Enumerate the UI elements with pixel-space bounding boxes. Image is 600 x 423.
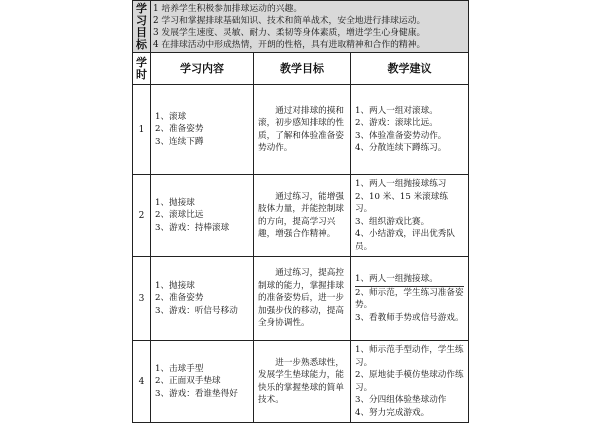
goal-item: 2 学习和掌握排球基础知识、技术和简单战术，安全地进行排球运动。 xyxy=(153,15,426,26)
lesson-number: 2 xyxy=(133,175,151,257)
lesson-number: 4 xyxy=(133,341,151,423)
suggestion-header: 教学建议 xyxy=(351,53,469,85)
goal-item: 3 发展学生速度、灵敏、耐力、柔韧等身体素质，增进学生心身健康。 xyxy=(153,27,426,38)
lesson-content: 1、滚球 2、准备姿势 3、连续下蹲 xyxy=(151,85,254,175)
lesson-row xyxy=(133,257,469,341)
lesson-suggestions: 1、两人一组对滚球。 2、游戏：滚球比远。 3、体验准备姿势动作。 4、分散连续下蹲练习。 xyxy=(351,85,469,175)
goal-item: 1 培养学生积极参加排球运动的兴趣。 xyxy=(153,3,303,14)
goal-item: 4 在排球活动中形成热情，开朗的性格，具有进取精神和合作的精神。 xyxy=(153,39,426,50)
objective-header: 教学目标 xyxy=(254,53,351,85)
lesson-objective: 通过对排球的摸和滚，初步感知排球的性质，了解和体验准备姿势动作。 xyxy=(254,85,351,175)
lesson-objective: 通过练习，提高控制球的能力，掌握排球的准备姿势后，进一步加强步伐的移动，提高全身协调性。 xyxy=(254,257,351,341)
lesson-content: 1、击球手型 2、正面双手垫球 3、游戏：看谁垫得好 xyxy=(151,341,254,423)
goals-list xyxy=(151,1,469,53)
lesson-objective: 进一步熟悉球性，发展学生垫球能力，能快乐的掌握垫球的简单技术。 xyxy=(254,341,351,423)
lesson-suggestions: 1、两人一组抛接球练习 2、10 米、15 米滚球练习。 3、组织游戏比赛。 4、小结游戏，评出优秀队员。 xyxy=(351,175,469,257)
lesson-suggestions: 1、两人一组抛接球。 2、师示范，学生练习准备姿势。 3、看教师手势或信号游戏。 xyxy=(351,257,469,341)
goals-label: 学 习 目 标 xyxy=(133,1,151,53)
lesson-number: 1 xyxy=(133,85,151,175)
content-header: 学习内容 xyxy=(151,53,254,85)
lesson-row xyxy=(133,341,469,423)
lesson-content: 1、抛接球 2、滚球比远 3、游戏：持棒滚球 xyxy=(151,175,254,257)
lesson-content: 1、抛接球 2、准备姿势 3、游戏：听信号移动 xyxy=(151,257,254,341)
lesson-row xyxy=(133,175,469,257)
lesson-suggestions: 1、师示范手型动作，学生练习。 2、原地徒手模仿垫球动作练习。 3、分四组体验垫球动作 4、努力完成游戏。 xyxy=(351,341,469,423)
header-row xyxy=(133,53,469,85)
lesson-plan-table xyxy=(132,0,469,423)
lesson-objective: 通过练习，能增强肢体力量，并能控制球的方向，提高学习兴趣，增强合作精神。 xyxy=(254,175,351,257)
lesson-number: 3 xyxy=(133,257,151,341)
lesson-row xyxy=(133,85,469,175)
lesson-header: 学 时 xyxy=(133,53,151,85)
goals-row xyxy=(133,1,469,53)
lesson-plan-sheet xyxy=(132,0,468,418)
